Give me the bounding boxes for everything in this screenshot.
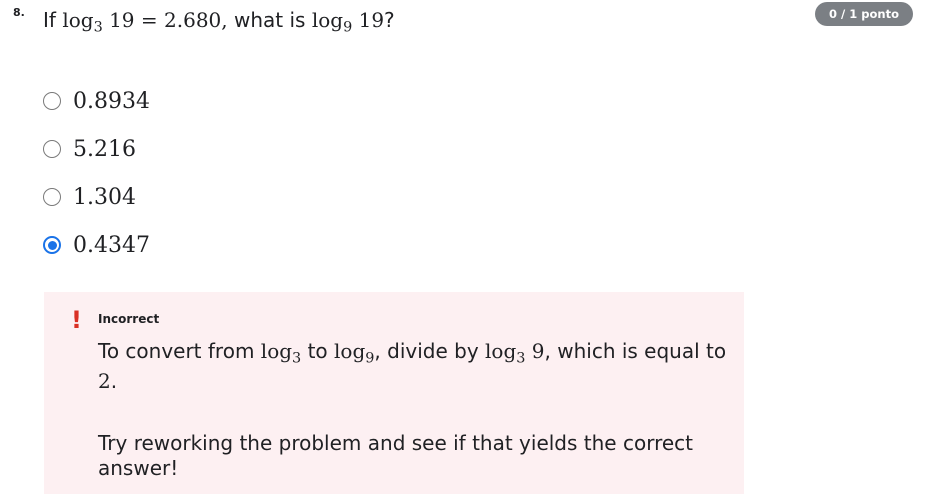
question-expression-given: $\log_3 19 = 2.680$,: [62, 8, 228, 36]
option-2[interactable]: [43, 134, 136, 164]
option-label: 0.8934: [73, 88, 150, 114]
radio-button[interactable]: [43, 92, 61, 110]
question-expression-asked: $\log_9 19$: [311, 8, 385, 36]
radio-button-selected[interactable]: [43, 236, 61, 254]
option-label: 0.4347: [73, 232, 150, 258]
question-prefix: If: [43, 8, 56, 32]
option-label: 5.216: [73, 136, 136, 162]
feedback-panel: [44, 292, 744, 494]
option-3[interactable]: [43, 182, 136, 212]
radio-button[interactable]: [43, 140, 61, 158]
option-4-selected[interactable]: [43, 230, 150, 260]
question-middle: what is: [234, 8, 306, 32]
question-mark: ?: [384, 8, 395, 32]
feedback-hint: Try reworking the problem and see if that yields the correct answer!: [98, 431, 693, 480]
question-text: [43, 6, 395, 34]
exclamation-icon: !: [71, 306, 82, 334]
feedback-title: Incorrect: [98, 312, 160, 326]
question-number: 8.: [13, 6, 25, 19]
feedback-explanation: To convert from $\log_3$ to $\log_9$, divide by $\log_3 9$, which is equal to 2.: [98, 339, 727, 393]
option-label: 1.304: [73, 184, 136, 210]
score-badge: 0 / 1 ponto: [815, 2, 913, 26]
option-1[interactable]: [43, 86, 150, 116]
radio-button[interactable]: [43, 188, 61, 206]
